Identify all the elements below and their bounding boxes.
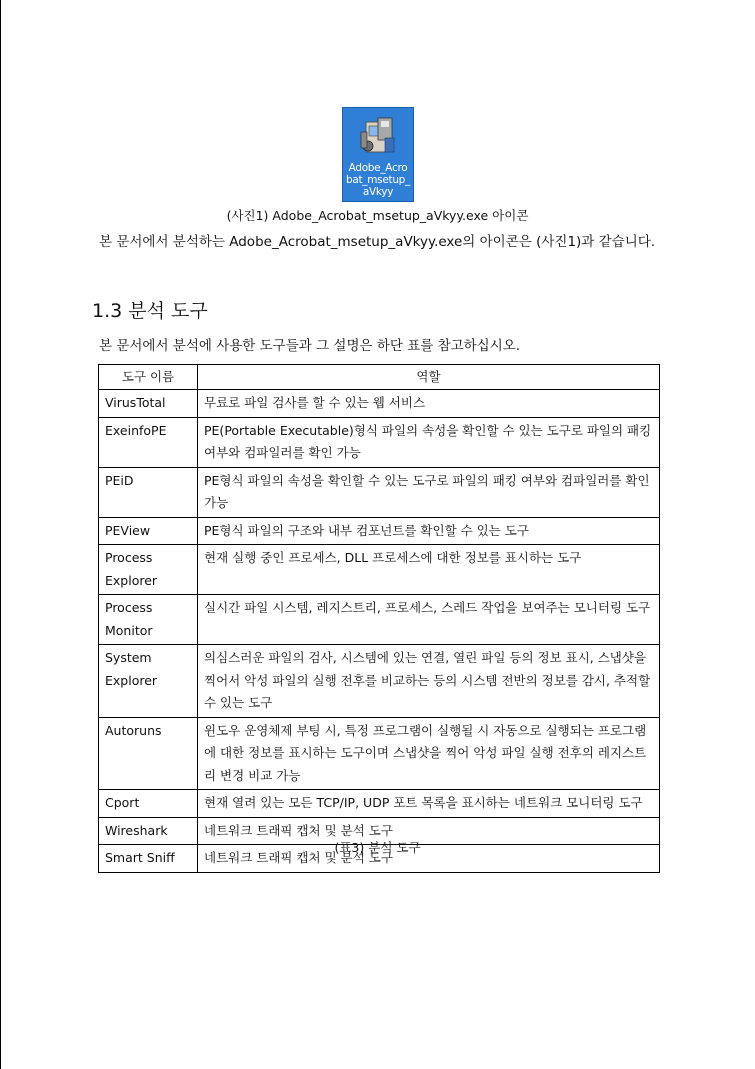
- table-caption: (표3) 분석 도구: [334, 840, 421, 855]
- intro-paragraph: 본 문서에서 분석하는 Adobe_Acrobat_msetup_aVkyy.exe의 아이콘은 (사진1)과 같습니다.: [99, 234, 656, 250]
- table-header-row: [99, 365, 660, 390]
- tool-name-cell: ExeinfoPE: [99, 417, 198, 467]
- tool-role-cell: PE형식 파일의 구조와 내부 컴포넌트를 확인할 수 있는 도구: [198, 517, 660, 545]
- tool-role-cell: 네트워크 트래픽 캡처 및 분석 도구: [198, 845, 660, 873]
- table-row: [99, 790, 660, 818]
- table-row: [99, 545, 660, 595]
- analysis-tools-table: [98, 364, 660, 873]
- tool-name-cell: Process Explorer: [99, 545, 198, 595]
- table-row: [99, 595, 660, 645]
- tool-name-cell: Autoruns: [99, 717, 198, 790]
- page-left-border: [0, 0, 1, 1069]
- tool-role-cell: 네트워크 트래픽 캡처 및 분석 도구: [198, 817, 660, 845]
- tool-name-cell: VirusTotal: [99, 390, 198, 418]
- header-tool-name: 도구 이름: [99, 365, 198, 390]
- table-row: [99, 417, 660, 467]
- tool-name-cell: PEView: [99, 517, 198, 545]
- section-paragraph: 본 문서에서 분석에 사용한 도구들과 그 설명은 하단 표를 참고하십시오.: [99, 338, 521, 354]
- table-row: [99, 467, 660, 517]
- tool-role-cell: 무료로 파일 검사를 할 수 있는 웹 서비스: [198, 390, 660, 418]
- section-heading: 1.3 분석 도구: [92, 300, 208, 322]
- tool-role-cell: PE(Portable Executable)형식 파일의 속성을 확인할 수 있는 도구로 파일의 패킹 여부와 컴파일러를 확인 가능: [198, 417, 660, 467]
- table-row: [99, 645, 660, 718]
- tool-name-cell: PEiD: [99, 467, 198, 517]
- tool-role-cell: 실시간 파일 시스템, 레지스트리, 프로세스, 스레드 작업을 보여주는 모니터링 도구: [198, 595, 660, 645]
- tool-role-cell: 의심스러운 파일의 검사, 시스템에 있는 연결, 열린 파일 등의 정보 표시, 스냅샷을 찍어서 악성 파일의 실행 전후를 비교하는 등의 시스템 전반의 정보를 감시, 추적할 수 있는 도구: [198, 645, 660, 718]
- tool-role-cell: PE형식 파일의 속성을 확인할 수 있는 도구로 파일의 패킹 여부와 컴파일러를 확인 가능: [198, 467, 660, 517]
- tool-name-cell: Process Monitor: [99, 595, 198, 645]
- tool-name-cell: Smart Sniff: [99, 845, 198, 873]
- table-row: [99, 517, 660, 545]
- tool-name-cell: System Explorer: [99, 645, 198, 718]
- figure-caption: (사진1) Adobe_Acrobat_msetup_aVkyy.exe 아이콘: [226, 208, 529, 223]
- tool-role-cell: 현재 열려 있는 모든 TCP/IP, UDP 포트 목록을 표시하는 네트워크 모니터링 도구: [198, 790, 660, 818]
- icon-filename-label: Adobe_Acro bat_msetup_ aVkyy: [345, 162, 410, 198]
- table-row: [99, 717, 660, 790]
- tool-name-cell: Wireshark: [99, 817, 198, 845]
- table-row: [99, 390, 660, 418]
- installer-box-graphic: [357, 112, 401, 164]
- installer-icon: [342, 107, 414, 202]
- tool-name-cell: Cport: [99, 790, 198, 818]
- tool-role-cell: 윈도우 운영체제 부팅 시, 특정 프로그램이 실행될 시 자동으로 실행되는 프로그램에 대한 정보를 표시하는 도구이며 스냅샷을 찍어 악성 파일 실행 전후의 레지스트리 변경 비교 가능: [198, 717, 660, 790]
- header-role: 역할: [198, 365, 660, 390]
- tool-role-cell: 현재 실행 중인 프로세스, DLL 프로세스에 대한 정보를 표시하는 도구: [198, 545, 660, 595]
